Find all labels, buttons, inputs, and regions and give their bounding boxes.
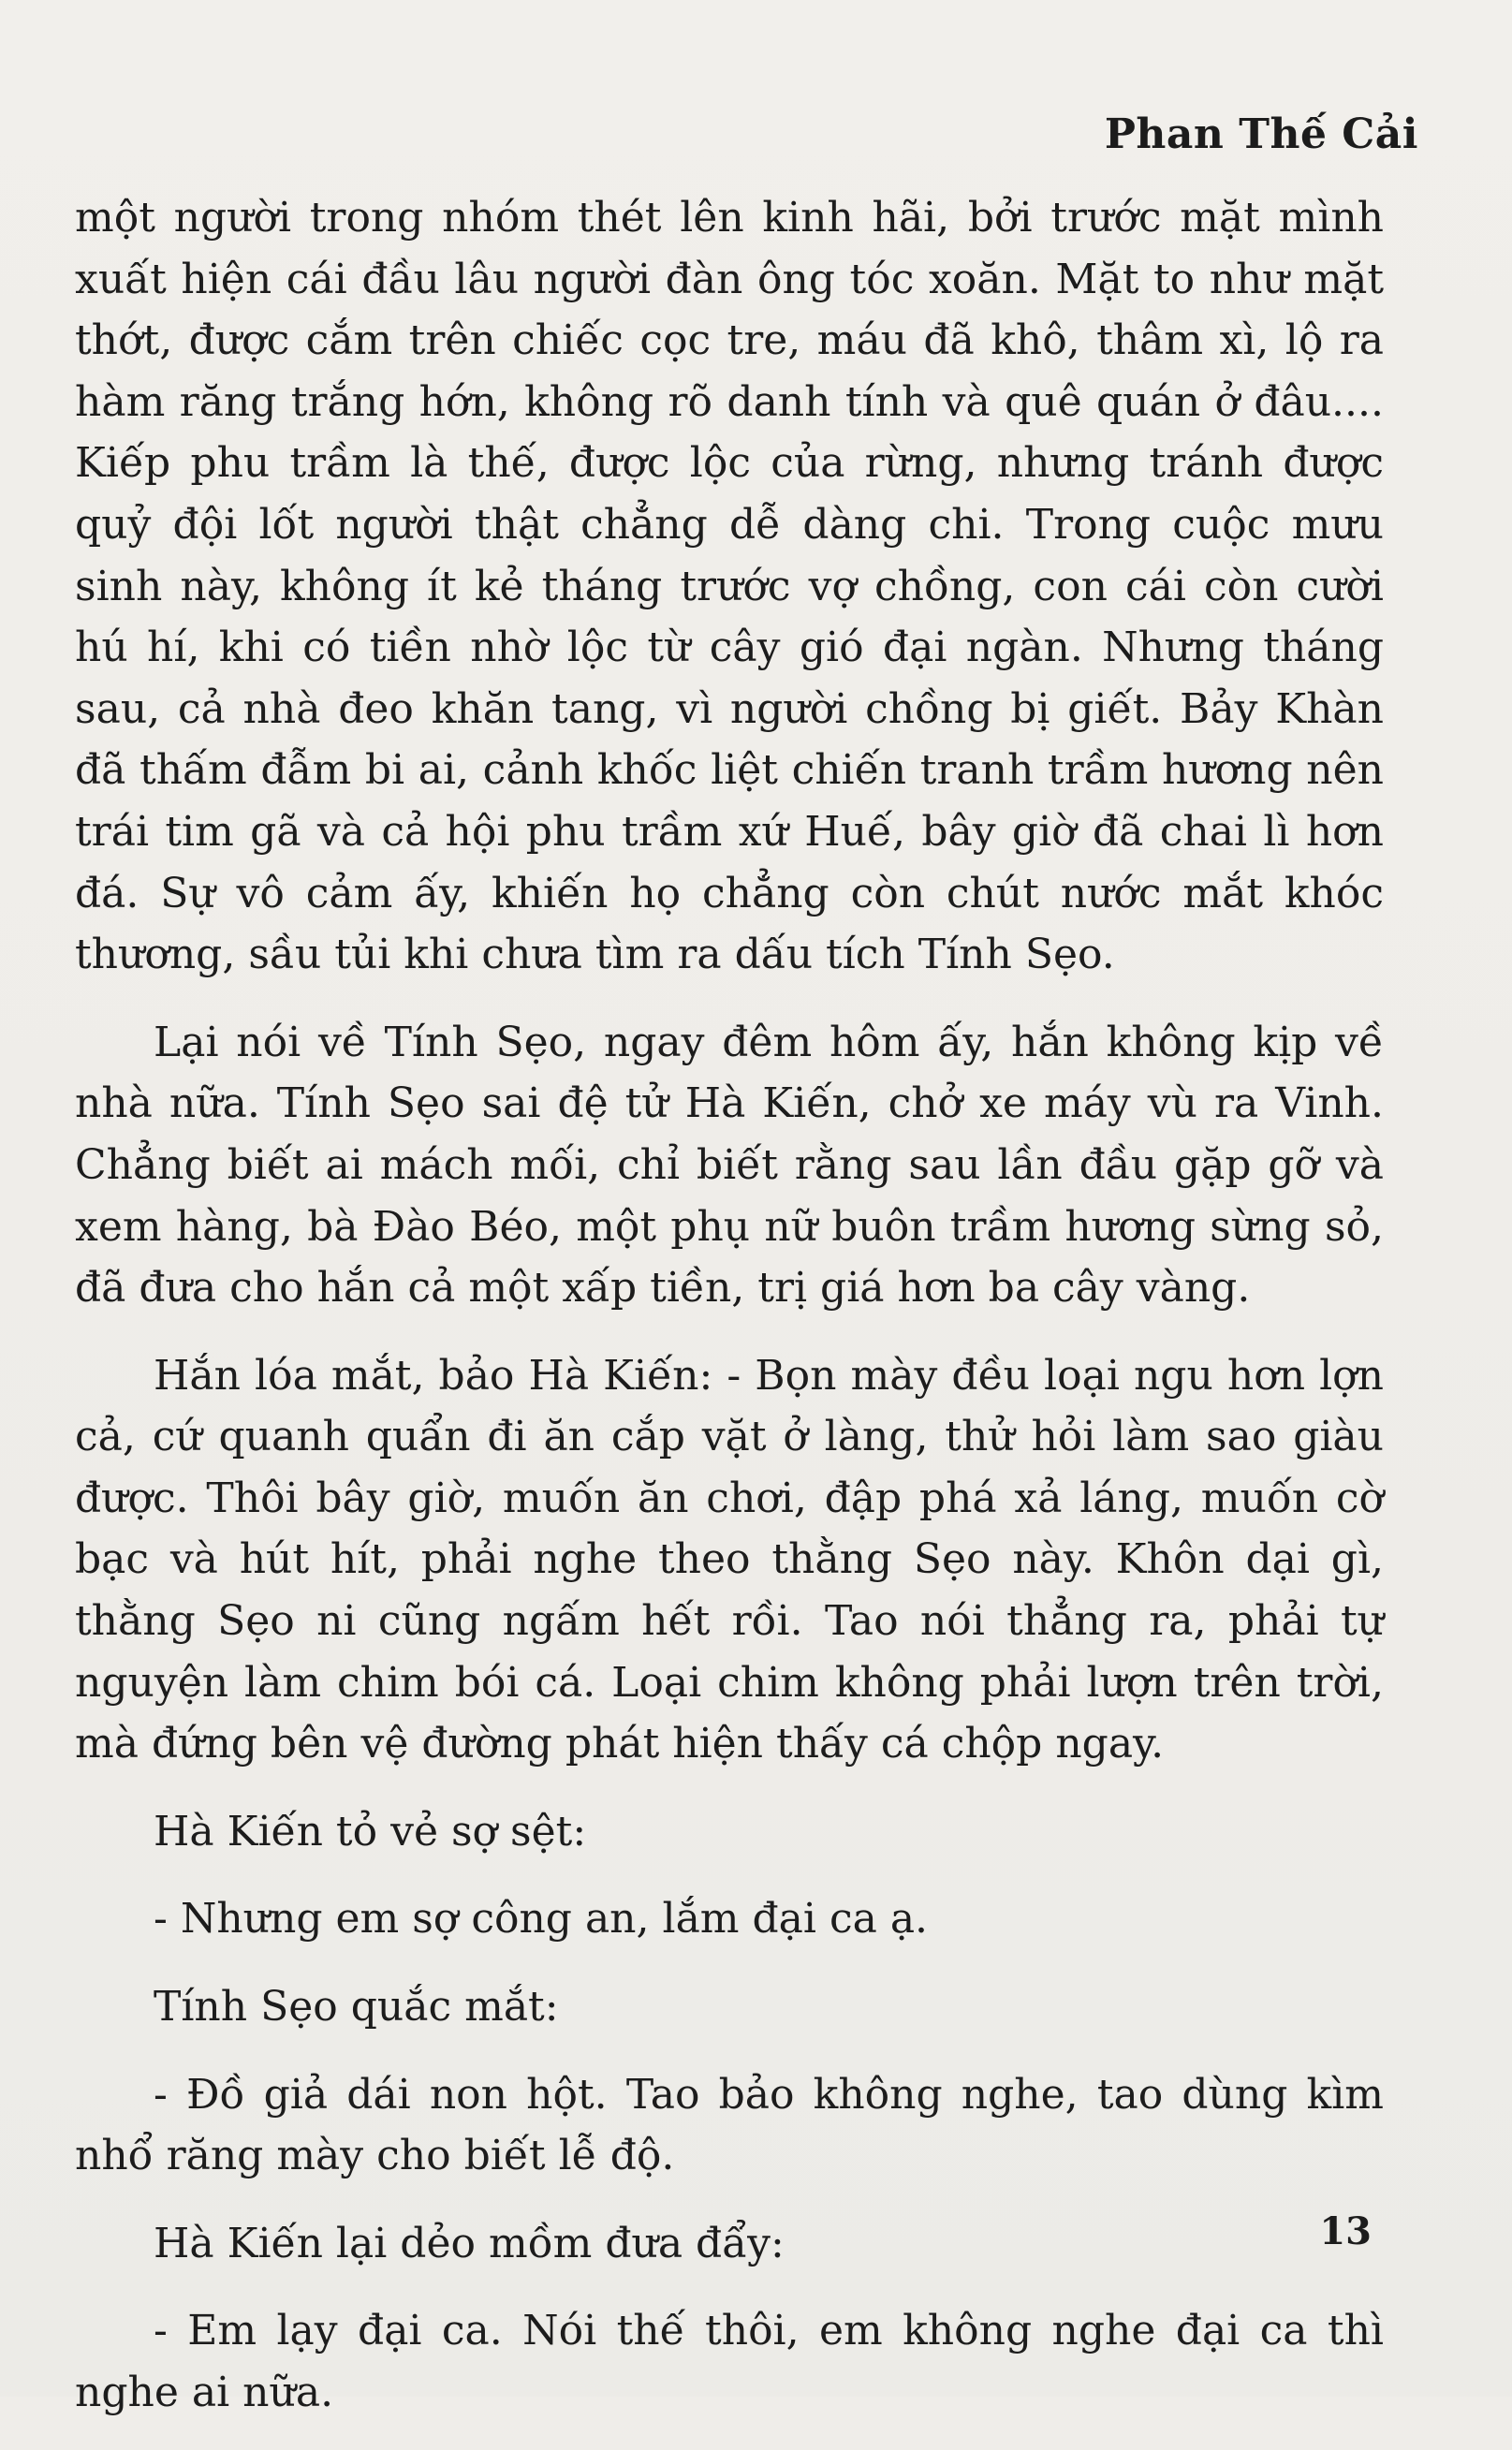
paragraph-1: một người trong nhóm thét lên kinh hãi, bởi trước mặt mình xuất hiện cái đầu lâu người đàn ông tóc xoăn. Mặt to như mặt thớt, được cắm trên chiếc cọc tre, máu đã khô, thâm xì, lộ ra hàm răng trắng hớn, không rõ danh tính và quê quán ở đâu.... Kiếp phu trầm là thế, được lộc của rừng, nhưng tránh được quỷ đội lốt người thật chẳng dễ dàng chi. Trong cuộc mưu sinh này, không ít kẻ tháng trước vợ chồng, con cái còn cười hú hí, khi có tiền nhờ lộc từ cây gió đại ngàn. Nhưng tháng sau, cả nhà đeo khăn tang, vì người chồng bị giết. Bảy Khàn đã thấm đẫm bi ai, cảnh khốc liệt chiến tranh trầm hương nên trái tim gã và cả hội phu trầm xứ Huế, bây giờ đã chai lì hơn đá. Sự vô cảm ấy, khiến họ chẳng còn chút nước mắt khóc thương, sầu tủi khi chưa tìm ra dấu tích Tính Sẹo. [75, 194, 1384, 979]
paragraph-2: Lại nói về Tính Sẹo, ngay đêm hôm ấy, hắn không kịp về nhà nữa. Tính Sẹo sai đệ tử Hà Kiến, chở xe máy vù ra Vinh. Chẳng biết ai mách mối, chỉ biết rằng sau lần đầu gặp gỡ và xem hàng, bà Đào Béo, một phụ nữ buôn trầm hương sừng sỏ, đã đưa cho hắn cả một xấp tiền, trị giá hơn ba cây vàng. [75, 1018, 1384, 1313]
paragraph-7: - Đồ giả dái non hột. Tao bảo không nghe, tao dùng kìm nhổ răng mày cho biết lễ độ. [75, 2070, 1384, 2180]
paragraph-9: - Em lạy đại ca. Nói thế thôi, em không nghe đại ca thì nghe ai nữa. [75, 2307, 1384, 2416]
paragraph-3: Hắn lóa mắt, bảo Hà Kiến: - Bọn mày đều loại ngu hơn lợn cả, cứ quanh quẩn đi ăn cắp vặt ở làng, thử hỏi làm sao giàu được. Thôi bây giờ, muốn ăn chơi, đập phá xả láng, muốn cờ bạc và hút hít, phải nghe theo thằng Sẹo này. Khôn dại gì, thằng Sẹo ni cũng ngấm hết rồi. Tao nói thẳng ra, phải tự nguyện làm chim bói cá. Loại chim không phải lượn trên trời, mà đứng bên vệ đường phát hiện thấy cá chộp ngay. [75, 1351, 1384, 1768]
paragraph-4: Hà Kiến tỏ vẻ sợ sệt: [154, 1807, 587, 1856]
paragraph-6: Tính Sẹo quắc mắt: [154, 1983, 559, 2032]
body-text [75, 187, 1384, 2450]
running-header-author: Phan Thế Cải [1104, 110, 1418, 158]
paragraph-8: Hà Kiến lại dẻo mồm đưa đẩy: [154, 2219, 785, 2267]
paragraph-5: - Nhưng em sợ công an, lắm đại ca ạ. [154, 1895, 929, 1944]
page-number: 13 [1319, 2209, 1372, 2253]
